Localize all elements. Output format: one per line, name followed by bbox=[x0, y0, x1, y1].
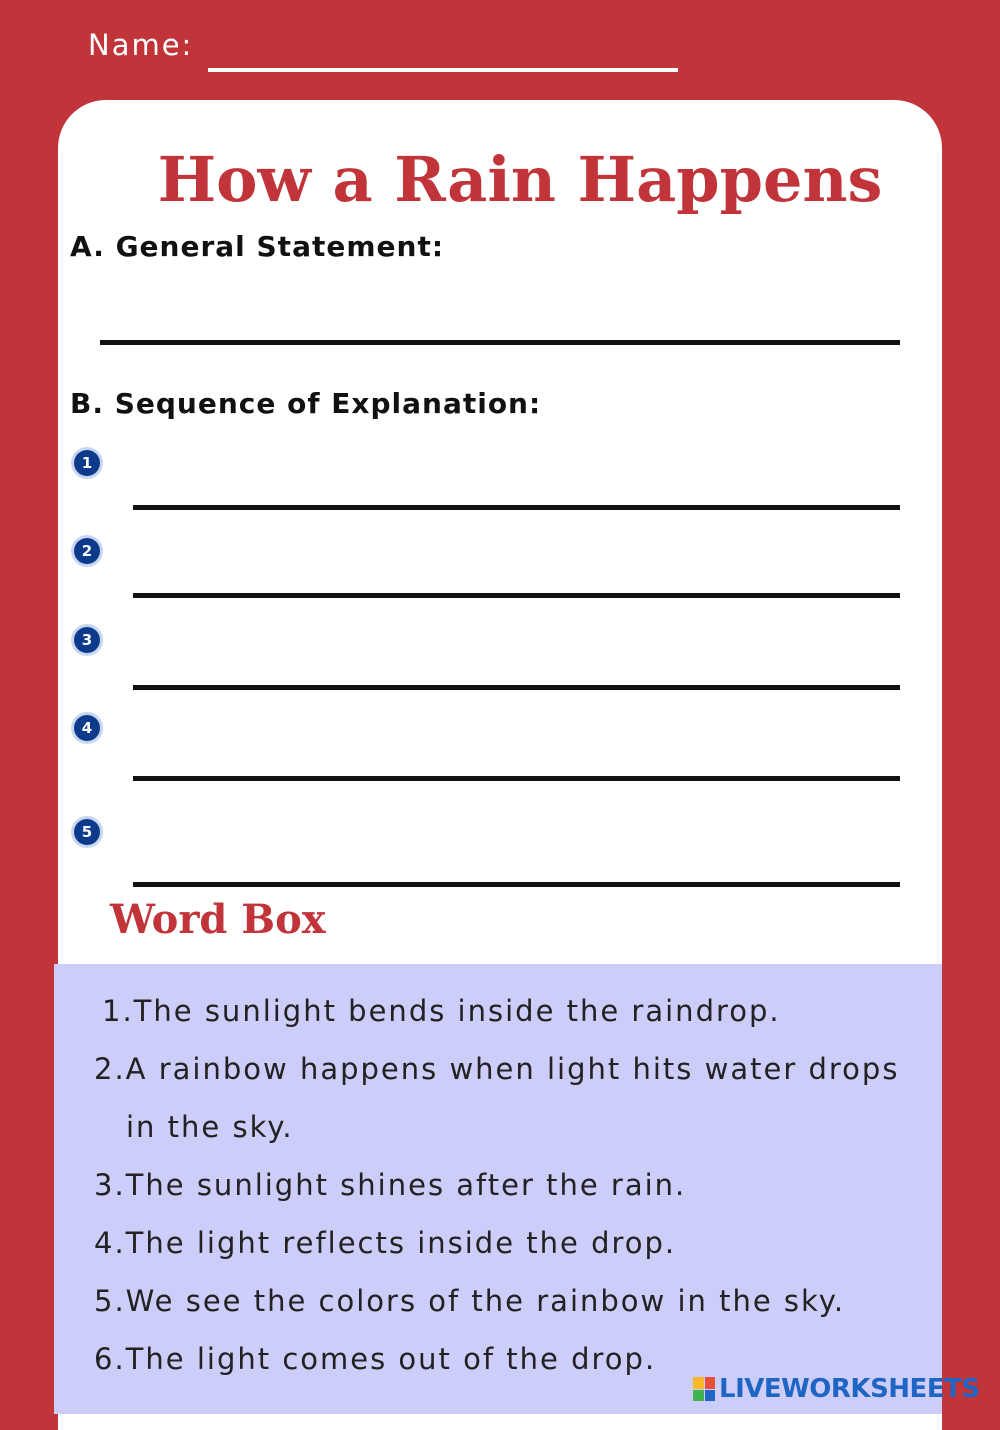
step-badge-2: 2 bbox=[74, 538, 100, 564]
name-field-line[interactable] bbox=[208, 68, 678, 72]
step-badge-3: 3 bbox=[74, 627, 100, 653]
word-box-item: 4.The light reflects inside the drop. bbox=[94, 1226, 677, 1260]
liveworksheets-brand[interactable] bbox=[693, 1374, 980, 1404]
step-answer-line-1[interactable] bbox=[133, 505, 900, 510]
word-box-item: 2.A rainbow happens when light hits water drops bbox=[94, 1052, 900, 1086]
word-box-item-continued: in the sky. bbox=[126, 1110, 294, 1144]
step-badge-4: 4 bbox=[74, 715, 100, 741]
step-answer-line-5[interactable] bbox=[133, 882, 900, 887]
word-box-title: Word Box bbox=[110, 896, 326, 943]
step-answer-line-4[interactable] bbox=[133, 776, 900, 781]
word-box-item: 3.The sunlight shines after the rain. bbox=[94, 1168, 687, 1202]
step-badge-1: 1 bbox=[74, 450, 100, 476]
word-box-item: 5.We see the colors of the rainbow in the sky. bbox=[94, 1284, 846, 1318]
step-badge-5: 5 bbox=[74, 819, 100, 845]
liveworksheets-logo-icon bbox=[693, 1377, 715, 1401]
word-box-item: 1.The sunlight bends inside the raindrop. bbox=[102, 994, 781, 1028]
step-answer-line-3[interactable] bbox=[133, 685, 900, 690]
general-statement-answer-line[interactable] bbox=[100, 340, 900, 345]
sequence-heading: B. Sequence of Explanation: bbox=[70, 387, 542, 420]
worksheet-title: How a Rain Happens bbox=[157, 143, 883, 216]
name-label: Name: bbox=[88, 28, 194, 62]
general-statement-heading: A. General Statement: bbox=[70, 230, 445, 263]
brand-text: LIVEWORKSHEETS bbox=[719, 1374, 980, 1404]
word-box-item: 6.The light comes out of the drop. bbox=[94, 1342, 657, 1376]
step-answer-line-2[interactable] bbox=[133, 593, 900, 598]
